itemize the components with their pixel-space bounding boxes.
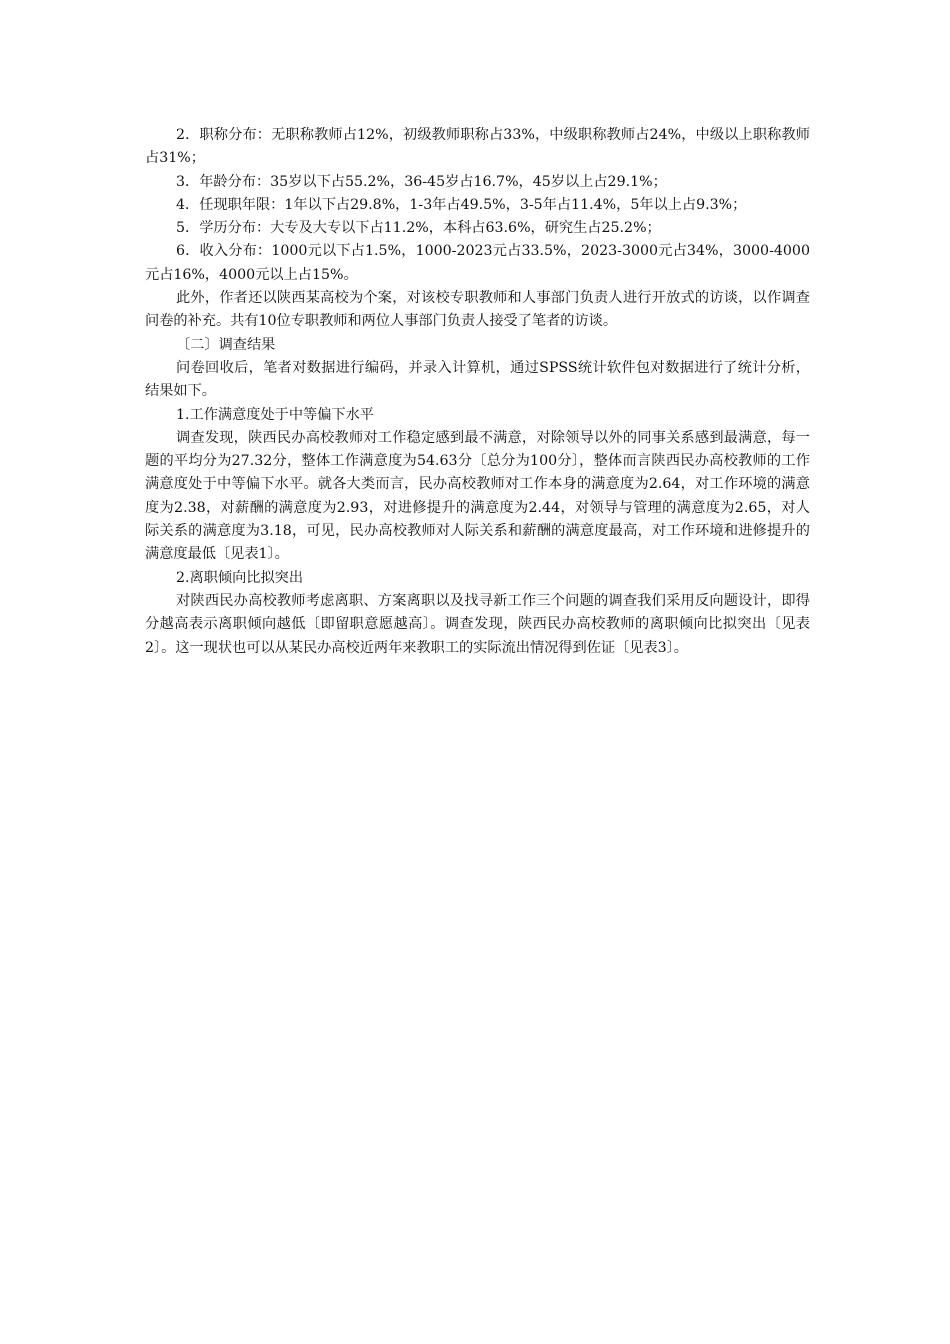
turnover-paragraph: 对陕西民办高校教师考虑离职、方案离职以及找寻新工作三个问题的调查我们采用反向题设计，即得分越高表示离职倾向越低〔即留职意愿越高〕。调查发现，陕西民办高校教师的离职倾向比拟突出〔见表2〕。这一现状也可以从某民办高校近两年来教职工的实际流出情况得到佐证〔见表3〕。 <box>145 592 810 656</box>
income-distribution-item: 6．收入分布：1000元以下占1.5%，1000-2023元占33.5%，2023-3000元占34%，3000-4000元占16%，4000元以上占15%。 <box>145 243 810 283</box>
subheading-satisfaction: 1.工作满意度处于中等偏下水平 <box>176 406 374 423</box>
tenure-distribution-item: 4．任现职年限：1年以下占29.8%，1-3年占49.5%，3-5年占11.4%，5年以上占9.3%； <box>176 196 747 213</box>
subheading-turnover: 2.离职倾向比拟突出 <box>176 569 304 586</box>
section-heading-results: 〔二〕调查结果 <box>176 336 276 353</box>
age-distribution-item: 3．年龄分布：35岁以下占55.2%，36-45岁占16.7%，45岁以上占29.1%； <box>176 173 667 190</box>
satisfaction-paragraph: 调查发现，陕西民办高校教师对工作稳定感到最不满意，对除领导以外的同事关系感到最满意，每一题的平均分为27.32分，整体工作满意度为54.63分〔总分为100分〕，整体而言陕西民办高校教师的工作满意度处于中等偏下水平。就各大类而言，民办高校教师对工作本身的满意度为2.64，对工作环境的满意度为2.38，对薪酬的满意度为2.93，对进修提升的满意度为2.44，对领导与管理的满意度为2.65，对人际关系的满意度为3.18，可见，民办高校教师对人际关系和薪酬的满意度最高，对工作环境和进修提升的满意度最低〔见表1〕。 <box>145 429 810 563</box>
title-distribution-item: 2．职称分布：无职称教师占12%，初级教师职称占33%，中级职称教师占24%，中级以上职称教师占31%； <box>145 127 810 167</box>
document-body <box>145 124 810 660</box>
education-distribution-item: 5．学历分布：大专及大专以下占11.2%，本科占63.6%，研究生占25.2%； <box>176 220 661 237</box>
interview-paragraph: 此外，作者还以陕西某高校为个案，对该校专职教师和人事部门负责人进行开放式的访谈，以作调查问卷的补充。共有10位专职教师和两位人事部门负责人接受了笔者的访谈。 <box>145 290 810 330</box>
analysis-paragraph: 问卷回收后，笔者对数据进行编码，并录入计算机，通过SPSS统计软件包对数据进行了统计分析，结果如下。 <box>145 359 810 400</box>
